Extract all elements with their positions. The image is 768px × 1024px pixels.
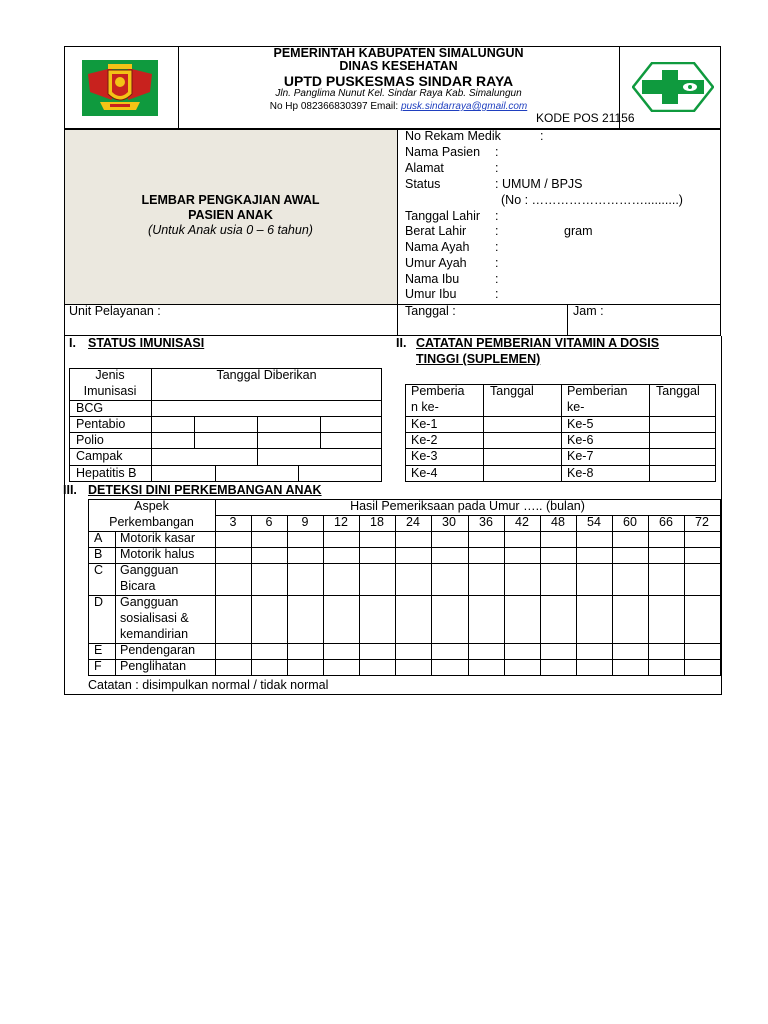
vit-h2: Tanggal	[490, 384, 534, 398]
sep-no-rekam-medik: :	[540, 129, 544, 143]
header-address: Jln. Panglima Nunut Kel. Sindar Raya Kab. Simalungun	[275, 88, 522, 99]
form-title-line2: PASIEN ANAK	[188, 208, 273, 222]
age-header-30: 30	[442, 515, 456, 529]
dev-age-col-line	[684, 515, 685, 675]
imm-row-hepatitis: Hepatitis B	[76, 466, 137, 480]
section2-number: II.	[396, 336, 407, 350]
dev-row-label: Bicara	[120, 579, 156, 593]
unit-pelayanan-label: Unit Pelayanan :	[69, 304, 161, 318]
vit-left-1: Ke-1	[411, 417, 438, 431]
age-header-60: 60	[623, 515, 637, 529]
imm-row-campak: Campak	[76, 449, 123, 463]
status-number-line: (No : ………………………..........)	[501, 193, 683, 207]
label-nama-ayah: Nama Ayah	[405, 240, 470, 254]
section2-title-1: CATATAN PEMBERIAN VITAMIN A DOSIS	[416, 336, 660, 350]
dev-row-code: D	[94, 595, 104, 609]
dev-row-code: C	[94, 563, 104, 577]
vit-h1-1: Pemberia	[411, 384, 465, 398]
dev-age-col-line	[323, 515, 324, 675]
dev-row-code: A	[94, 531, 103, 545]
age-header-12: 12	[334, 515, 348, 529]
section3-title: DETEKSI DINI PERKEMBANGAN ANAK	[88, 483, 322, 497]
form-title-line1: LEMBAR PENGKAJIAN AWAL	[141, 193, 320, 207]
vit-right-7: Ke-7	[567, 449, 594, 463]
label-tanggal-lahir: Tanggal Lahir	[405, 209, 481, 223]
dev-note: Catatan : disimpulkan normal / tidak normal	[88, 678, 329, 692]
dev-row-code: B	[94, 547, 103, 561]
contact-text: No Hp 082366830397 Email:	[269, 101, 401, 112]
dev-row-line	[88, 595, 720, 596]
dev-age-col-line	[287, 515, 288, 675]
sep-nama-ayah: :	[495, 240, 499, 254]
imm-row-bcg: BCG	[76, 401, 104, 415]
vit-h3-1: Pemberian	[567, 384, 628, 398]
age-header-48: 48	[551, 515, 565, 529]
dev-row-label: Motorik kasar	[120, 531, 196, 545]
vit-right-6: Ke-6	[567, 433, 594, 447]
label-berat-lahir: Berat Lahir	[405, 224, 467, 238]
label-nama-ibu: Nama Ibu	[405, 272, 460, 286]
header-line2: DINAS KESEHATAN	[339, 59, 458, 73]
dev-age-col-line	[359, 515, 360, 675]
label-status: Status	[405, 177, 441, 191]
dev-row-code: F	[94, 659, 102, 673]
form-title-line3: (Untuk Anak usia 0 – 6 tahun)	[148, 223, 313, 237]
header-line3: UPTD PUSKESMAS SINDAR RAYA	[283, 73, 514, 89]
label-umur-ayah: Umur Ayah	[405, 256, 467, 270]
age-header-36: 36	[479, 515, 493, 529]
dev-row-label: Penglihatan	[120, 659, 187, 673]
dev-row-label: kemandirian	[120, 627, 189, 641]
vit-right-8: Ke-8	[567, 466, 594, 480]
age-header-42: 42	[515, 515, 529, 529]
hasil-header: Hasil Pemeriksaan pada Umur ….. (bulan)	[350, 499, 585, 513]
vit-h3-2: ke-	[567, 400, 585, 414]
dev-code-divider	[115, 531, 116, 675]
dev-row-label: Gangguan	[120, 563, 179, 577]
imm-col-jenis-1: Jenis	[95, 368, 125, 382]
dev-row-label: Gangguan	[120, 595, 179, 609]
tanggal-label: Tanggal :	[405, 304, 456, 318]
vit-right-5: Ke-5	[567, 417, 594, 431]
dev-age-col-line	[431, 515, 432, 675]
dev-age-col-line	[540, 515, 541, 675]
age-header-18: 18	[370, 515, 384, 529]
age-header-6: 6	[265, 515, 273, 529]
dev-age-col-line	[612, 515, 613, 675]
label-no-rekam-medik: No Rekam Medik	[405, 129, 501, 143]
label-umur-ibu: Umur Ibu	[405, 287, 457, 301]
imm-col-jenis-2: Imunisasi	[83, 384, 137, 398]
sep-nama-ibu: :	[495, 272, 499, 286]
email-link[interactable]: pusk.sindarraya@gmail.com	[400, 101, 528, 112]
dev-row-label: Motorik halus	[120, 547, 195, 561]
aspek-line2: Perkembangan	[109, 515, 194, 529]
sep-tanggal-lahir: :	[495, 209, 499, 223]
section1-number: I.	[69, 336, 76, 350]
vit-left-2: Ke-2	[411, 433, 438, 447]
sep-alamat: :	[495, 161, 499, 175]
sep-berat-lahir: :	[495, 224, 499, 238]
postal-code: KODE POS 21156	[536, 111, 635, 125]
section3-number: III.	[63, 483, 77, 497]
sep-umur-ayah: :	[495, 256, 499, 270]
imm-row-polio: Polio	[76, 433, 104, 447]
dev-age-col-line	[504, 515, 505, 675]
aspek-line1: Aspek	[134, 499, 169, 513]
dev-row-label: sosialisasi &	[120, 611, 189, 625]
age-header-9: 9	[301, 515, 309, 529]
dev-age-col-line	[648, 515, 649, 675]
vit-left-4: Ke-4	[411, 466, 438, 480]
vit-h4: Tanggal	[656, 384, 700, 398]
section1-title: STATUS IMUNISASI	[88, 336, 205, 350]
dev-age-col-line	[576, 515, 577, 675]
age-header-24: 24	[406, 515, 420, 529]
imm-row-pentabio: Pentabio	[76, 417, 126, 431]
vit-h1-2: n ke-	[411, 400, 439, 414]
imm-col-tanggal: Tanggal Diberikan	[216, 368, 317, 382]
dev-age-col-line	[251, 515, 252, 675]
sep-nama-pasien: :	[495, 145, 499, 159]
dev-row-label: Pendengaran	[120, 643, 196, 657]
age-header-66: 66	[659, 515, 673, 529]
jam-label: Jam :	[573, 304, 604, 318]
dev-row-code: E	[94, 643, 103, 657]
unit-gram: gram	[564, 224, 593, 238]
status-options: : UMUM / BPJS	[495, 177, 583, 191]
label-alamat: Alamat	[405, 161, 444, 175]
age-header-54: 54	[587, 515, 601, 529]
age-header-72: 72	[695, 515, 709, 529]
regency-crest-logo	[82, 60, 158, 116]
puskesmas-cross-logo	[632, 62, 714, 112]
section2-title-2: TINGGI (SUPLEMEN)	[416, 352, 541, 366]
vit-left-3: Ke-3	[411, 449, 438, 463]
dev-age-col-line	[395, 515, 396, 675]
sep-umur-ibu: :	[495, 287, 499, 301]
age-header-3: 3	[229, 515, 237, 529]
label-nama-pasien: Nama Pasien	[405, 145, 481, 159]
dev-row-line	[88, 563, 720, 564]
dev-age-col-line	[468, 515, 469, 675]
header-line1: PEMERINTAH KABUPATEN SIMALUNGUN	[273, 46, 524, 60]
